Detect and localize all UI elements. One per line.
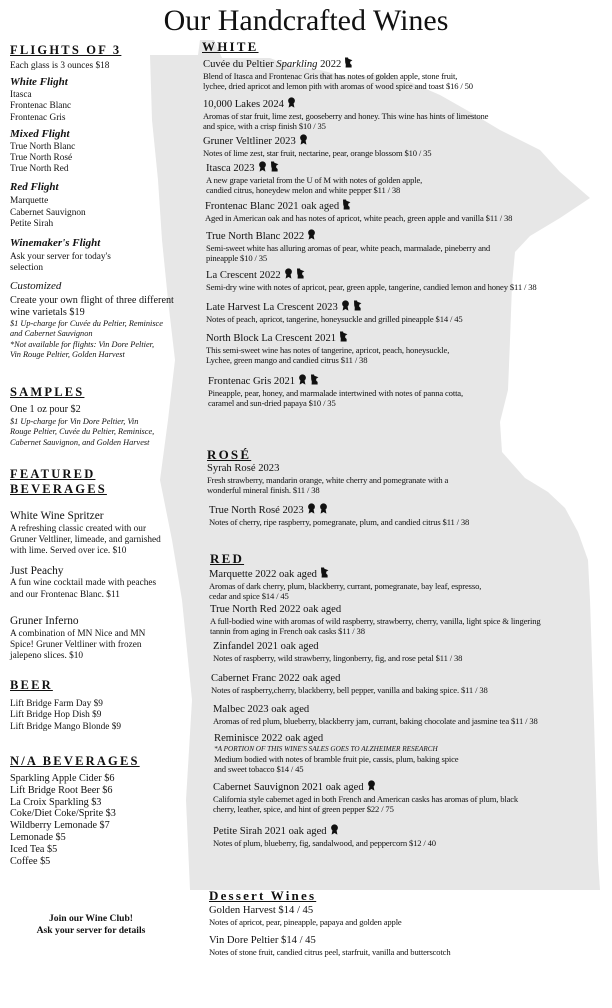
wine-name-text: Syrah Rosé 2023 [207, 463, 280, 474]
featured-item-text: with lime. Served over ice. $10 [10, 546, 127, 557]
wine-name-text: Frontenac Blanc 2021 oak aged [205, 201, 340, 212]
wine-name-text: Malbec 2023 oak aged [213, 704, 310, 715]
award-medal-icon [341, 300, 350, 311]
wine-name [206, 229, 490, 243]
wine-entry [206, 331, 449, 365]
wine-name-text: Late Harvest La Crescent 2023 [206, 302, 338, 313]
minnesota-state-icon [320, 567, 329, 578]
wine-entry [207, 462, 448, 495]
minnesota-state-icon [270, 161, 279, 172]
wine-entry [210, 603, 541, 636]
red-flight-title: Red Flight [10, 180, 59, 193]
wine-entry [209, 934, 451, 957]
wine-description: candied citrus, honeydew melon and white pepper $11 / 38 [206, 185, 401, 196]
beer-heading: BEER [10, 678, 53, 692]
wine-entry [213, 703, 538, 726]
wine-name-text: Petite Sirah 2021 oak aged [213, 826, 327, 837]
wine-name [208, 374, 463, 388]
wine-name-text: Cabernet Sauvignon 2021 oak aged [213, 782, 364, 793]
wine-description: and sweet tobacco $14 / 45 [214, 764, 304, 775]
na-item: Iced Tea $5 [10, 843, 58, 855]
beer-item: Lift Bridge Farm Day $9 [10, 699, 103, 709]
wine-description: lychee, dried apricot and lemon pith with aromas of wood spice and toast $16 / 50 [203, 81, 473, 92]
wine-description: Semi-sweet white has alluring aromas of pear, white peach, marmalade, pineberry and [206, 243, 491, 253]
na-item: Sparkling Apple Cider $6 [10, 773, 115, 784]
wine-name [206, 331, 449, 345]
wine-name-text: Vin Dore Peltier $14 / 45 [209, 935, 316, 946]
wine-description: California style cabernet aged in both French and American casks has aromas of plum, black [213, 794, 519, 804]
minnesota-state-icon [296, 268, 305, 279]
minnesota-state-icon [339, 331, 348, 342]
featured-item-name: Just Peachy [10, 564, 64, 577]
page-title: Our Handcrafted Wines [163, 4, 449, 37]
wine-description: wonderful mineral finish. $11 / 38 [207, 485, 320, 496]
wine-note: *A PORTION OF THIS WINE'S SALES GOES TO ALZHEIMER RESEARCH [214, 745, 438, 753]
wine-name [203, 57, 473, 71]
flights-heading: FLIGHTS OF 3 [10, 43, 122, 57]
wine-name [206, 268, 537, 282]
minnesota-state-icon [310, 374, 319, 385]
wine-name [214, 732, 458, 745]
wine-name-text: True North Blanc 2022 [206, 231, 305, 242]
wine-name [207, 462, 448, 475]
na-section [10, 754, 190, 867]
red-heading: RED [210, 551, 245, 566]
wine-name [213, 780, 518, 794]
wine-name-text: Gruner Veltliner 2023 [203, 136, 296, 147]
wine-name-text: North Block La Crescent 2021 [206, 333, 337, 344]
customized-note: and Cabernet Sauvignon [10, 329, 93, 339]
featured-heading: FEATURED BEVERAGES [10, 467, 107, 496]
winemaker-flight-title: Winemaker's Flight [10, 236, 101, 249]
wine-description: caramel and sun-dried papaya $10 / 35 [208, 398, 336, 409]
minnesota-state-icon [342, 199, 351, 210]
wine-name [205, 199, 512, 213]
wine-name [209, 567, 481, 581]
wine-name-text: Frontenac Gris 2021 [208, 376, 296, 387]
na-item: Coffee $5 [10, 855, 51, 867]
award-medal-icon [367, 780, 376, 791]
award-medal-icon [287, 97, 296, 108]
minnesota-state-icon [353, 300, 362, 311]
featured-item-text: A combination of MN Nice and MN [10, 628, 146, 639]
featured-item-text: and our Frontenac Blanc. $11 [10, 589, 120, 600]
na-item: La Croix Sparkling $3 [10, 796, 102, 808]
wine-entry [209, 567, 481, 601]
flight-text: selection [10, 263, 44, 274]
award-medal-icon [298, 374, 307, 385]
wine-entry [206, 268, 537, 292]
customized-text: wine varietals $19 [10, 307, 85, 319]
featured-item-text: jalepeno slices. $10 [10, 651, 84, 662]
flight-item: Itasca [10, 89, 32, 100]
wine-name-text: La Crescent 2022 [206, 270, 281, 281]
customized-text: Create your own flight of three different [10, 295, 174, 307]
wine-description: A full-bodied wine with aromas of wild raspberry, strawberry, cherry, vanilla, light spice & lingering [210, 616, 541, 626]
wine-entry [206, 161, 422, 195]
wine-club-line: Join our Wine Club! [49, 913, 133, 924]
wine-name-text: Golden Harvest $14 / 45 [209, 905, 314, 916]
wine-description: Notes of peach, apricot, tangerine, honeysuckle and grilled pineapple $14 / 45 [206, 314, 463, 324]
samples-heading: SAMPLES [10, 385, 85, 399]
award-medal-icon [330, 824, 339, 835]
wine-description: A new grape varietal from the U of M with notes of golden apple, [206, 175, 423, 185]
wine-description: Blend of Itasca and Frontenac Gris that has notes of golden apple, stone fruit, [203, 71, 458, 81]
mixed-flight-title: Mixed Flight [10, 128, 70, 141]
wine-description: This semi-sweet wine has notes of tangerine, apricot, peach, honeysuckle, [206, 345, 450, 355]
featured-item-text: Gruner Veltliner, limeade, and garnished [10, 534, 161, 545]
customized-note: Vin Rouge Peltier, Golden Harvest [10, 350, 125, 360]
samples-note: Rouge Peltier, Cuvée du Peltier, Reminisce, [10, 427, 155, 437]
award-medal-icon [284, 268, 293, 279]
flight-item: True North Red [10, 164, 69, 175]
wine-description: Medium bodied with notes of bramble fruit pie, cassis, plum, baking spice [214, 754, 459, 764]
wine-name-text: Itasca 2023 [206, 163, 255, 174]
dessert-heading: Dessert Wines [209, 888, 317, 903]
award-medal-icon [319, 503, 328, 514]
wine-name [213, 703, 538, 716]
wine-description: Notes of apricot, pear, pineapple, papaya and golden apple [209, 917, 402, 927]
customized-note: *Not available for flights: Vin Dore Peltier, [10, 339, 155, 349]
wine-name [203, 97, 488, 111]
wine-description: cedar and spice $14 / 45 [209, 591, 289, 602]
white-section [202, 39, 602, 55]
featured-item-text: A refreshing classic created with our [10, 523, 147, 534]
na-item: Lift Bridge Root Beer $6 [10, 784, 113, 796]
na-item: Lemonade $5 [10, 831, 66, 843]
wine-name-part: Sparkling [276, 59, 318, 70]
wine-description: Lychee, green mango and candied citrus $11 / 38 [206, 355, 368, 366]
wine-name [206, 161, 422, 175]
flight-item: Marquette [10, 196, 49, 207]
wine-name [209, 904, 402, 917]
wine-description: Pineapple, pear, honey, and marmalade intertwined with notes of panna cotta, [208, 388, 463, 398]
wine-name [213, 824, 436, 838]
wine-name-text: 10,000 Lakes 2024 [203, 99, 284, 110]
flight-text: Ask your server for today's [10, 252, 111, 263]
wine-description: pineapple $10 / 35 [206, 253, 268, 264]
wine-name-text: True North Red 2022 oak aged [210, 604, 342, 615]
featured-section [10, 467, 195, 663]
featured-item-name: Gruner Inferno [10, 615, 79, 628]
award-medal-icon [299, 134, 308, 145]
wine-name [206, 300, 463, 314]
wine-entry [211, 672, 488, 695]
wine-name [210, 603, 541, 616]
wine-description: tannin from aging in French oak casks $11 / 38 [210, 626, 365, 637]
wine-entry [206, 300, 463, 324]
wine-name-text: Cabernet Franc 2022 oak aged [211, 673, 341, 684]
wine-description: Notes of plum, blueberry, fig, sandalwood, and peppercorn $12 / 40 [213, 838, 436, 848]
wine-name-part: 2022 [317, 59, 342, 70]
wine-entry [209, 503, 469, 527]
wine-name [209, 503, 469, 517]
wine-club-callout [0, 913, 182, 936]
beer-item: Lift Bridge Mango Blonde $9 [10, 721, 122, 732]
na-item: Wildberry Lemonade $7 [10, 820, 110, 832]
wine-name [203, 134, 431, 148]
wine-description: Notes of cherry, ripe raspberry, pomegranate, plum, and candied citrus $11 / 38 [209, 517, 470, 527]
flights-section [10, 43, 190, 361]
white-flight-title: White Flight [10, 76, 68, 89]
rose-heading: ROSÉ [207, 447, 252, 462]
featured-item-name: White Wine Spritzer [10, 510, 104, 522]
samples-line: One 1 oz pour $2 [10, 404, 81, 415]
wine-entry [213, 640, 462, 663]
wine-name-text: True North Rosé 2023 [209, 505, 304, 516]
dessert-section [209, 888, 316, 904]
flight-item: Frontenac Gris [10, 112, 66, 123]
na-heading: N/A BEVERAGES [10, 754, 140, 768]
rose-section [207, 447, 251, 463]
flight-item: Petite Sirah [10, 219, 54, 230]
wine-description: Notes of lime zest, star fruit, nectarine, pear, orange blossom $10 / 35 [203, 148, 432, 158]
wine-name [213, 640, 462, 653]
wine-description: Notes of stone fruit, candied citrus peel, starfruit, vanilla and butterscotch [209, 947, 451, 957]
minnesota-state-icon [344, 57, 353, 68]
samples-note: $1 Up-charge for Vin Dore Peltier, Vin [10, 416, 139, 426]
wine-entry [213, 824, 436, 848]
wine-description: Notes of raspberry, wild strawberry, lingonberry, fig, and rose petal $11 / 38 [213, 653, 463, 663]
wine-entry [205, 199, 512, 223]
wine-description: Aromas of star fruit, lime zest, gooseberry and honey. This wine has hints of limestone [203, 111, 489, 121]
wine-description: cherry, leather, spice, and hint of green pepper $22 / 75 [213, 804, 394, 815]
wine-name-part: Cuvée du Peltier [203, 59, 277, 70]
featured-item-text: A fun wine cocktail made with peaches [10, 578, 157, 589]
na-item: Coke/Diet Coke/Sprite $3 [10, 808, 116, 820]
wine-entry [203, 57, 473, 91]
wine-description: Semi-dry wine with notes of apricot, pear, green apple, tangerine, candied lemon and honey $11 / 38 [206, 282, 537, 292]
wine-entry [208, 374, 463, 408]
flight-item: True North Rosé [10, 153, 73, 164]
samples-section [10, 385, 190, 448]
wine-description: Aromas of red plum, blueberry, blackberry jam, currant, baking chocolate and jasmine tea $11 / 38 [213, 716, 538, 726]
wine-description: Aromas of dark cherry, plum, blackberry, currant, pomegranate, bay leaf, espresso, [209, 581, 482, 591]
wine-description: Fresh strawberry, mandarin orange, white cherry and pomegranate with a [207, 475, 449, 485]
wine-description: Aged in American oak and has notes of apricot, white peach, green apple and vanilla $11 / 38 [205, 213, 513, 223]
wine-name-text: Marquette 2022 oak aged [209, 569, 317, 580]
award-medal-icon [307, 503, 316, 514]
samples-note: Cabernet Sauvignon, and Golden Harvest [10, 437, 150, 447]
wine-name [209, 934, 451, 947]
white-heading: WHITE [202, 39, 259, 54]
award-medal-icon [258, 161, 267, 172]
award-medal-icon [307, 229, 316, 240]
flight-item: Cabernet Sauvignon [10, 207, 86, 218]
wine-entry [214, 732, 458, 774]
wine-entry [209, 904, 402, 927]
beer-section [10, 678, 190, 733]
wine-name-text: Zinfandel 2021 oak aged [213, 641, 319, 652]
beer-item: Lift Bridge Hop Dish $9 [10, 710, 102, 721]
wine-club-line: Ask your server for details [36, 924, 146, 936]
red-section [210, 551, 244, 567]
wine-entry [206, 229, 490, 263]
wine-name-text: Reminisce 2022 oak aged [214, 733, 324, 744]
wine-entry [203, 97, 488, 131]
wine-name [211, 672, 488, 685]
wine-entry [203, 134, 431, 158]
wine-entry [213, 780, 518, 814]
wine-description: Notes of raspberry,cherry, blackberry, bell pepper, vanilla and baking spice. $11 / 38 [211, 685, 488, 695]
customized-title: Customized [10, 279, 62, 292]
flight-item: Frontenac Blanc [10, 101, 72, 112]
featured-item-text: Spice! Gruner Veltliner with frozen [10, 639, 142, 650]
customized-note: $1 Up-charge for Cuvée du Peltier, Reminisce [10, 318, 163, 328]
wine-description: and spice, with a crisp finish $10 / 35 [203, 121, 326, 132]
flights-intro: Each glass is 3 ounces $18 [10, 61, 110, 71]
flight-item: True North Blanc [10, 141, 76, 152]
